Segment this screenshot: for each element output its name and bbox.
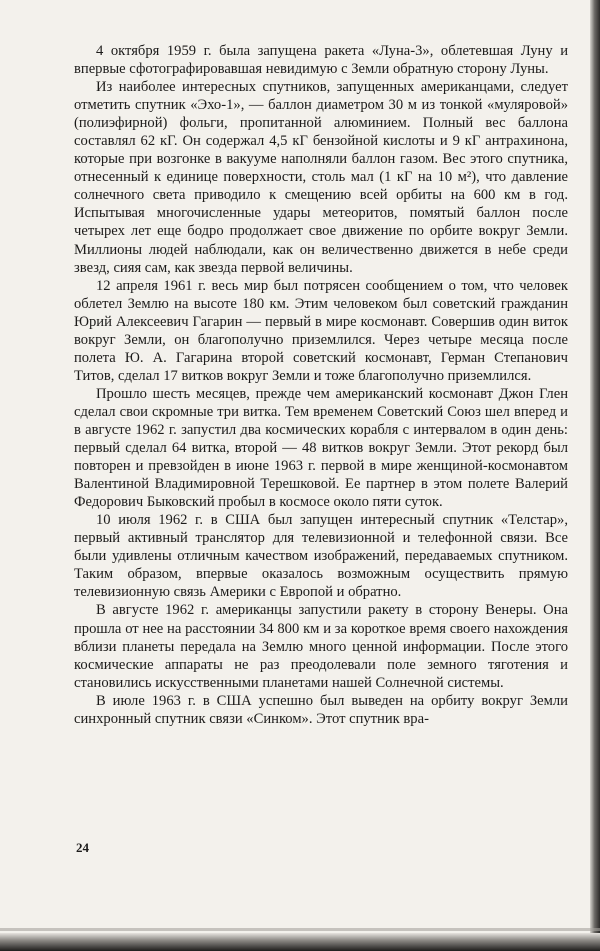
page-number: 24 — [76, 840, 89, 855]
body-text — [74, 42, 568, 728]
scan-edge-right — [590, 0, 600, 951]
paragraph-gagarin: 12 апреля 1961 г. весь мир был потрясен сообщением о том, что человек облетел Землю на высоте 180 км. Этим человеком был советский гражданин Юрий Алексеевич Гагарин — первый в мире космонавт. Совершив один виток вокруг Земли, он благополучно приземлился. Через четыре месяца после полета Ю. А. Гагарина второй советский космонавт, Герман Степанович Титов, сделал 17 витков вокруг Земли и тоже благополучно приземлился. — [74, 277, 568, 384]
paragraph-venus: В августе 1962 г. американцы запустили ракету в сторону Венеры. Она прошла от нее на расстоянии 34 800 км и за короткое время своего нахождения вблизи планеты передала на Землю много ценной информации. После этого космические аппараты не раз преодолевали поле земного тяготения и становились искусственными планетами нашей Солнечной системы. — [74, 602, 568, 691]
paragraph-luna-3: 4 октября 1959 г. была запущена ракета «Луна-3», облетевшая Луну и впервые сфотографировавшая невидимую с Земли обратную сторону Луны. — [74, 43, 568, 78]
paragraph-echo-1: Из наиболее интересных спутников, запущенных американцами, следует отметить спутник «Эхо-1», — баллон диаметром 30 м из тонкой «муляровой» (полиэфирной) фольги, пропитанной алюминием. Полный вес баллона составлял 62 кГ. Он содержал 4,5 кГ бензойной кислоты и 9 кГ антрахинона, которые при возгонке в вакууме наполняли баллон газом. Вес этого спутника, отнесенный к единице поверхности, столь мал (1 кГ на 10 м²), что давление солнечного света приводило к смещению всей орбиты на 600 км в год. Испытывая многочисленные удары метеоритов, помятый баллон после четырех лет еще бодро продолжает свое движение по орбите вокруг Земли. Миллионы людей наблюдали, как он величественно движется в небе среди звезд, сияя сам, как звезда первой величины. — [74, 79, 568, 276]
scan-edge-bottom — [0, 933, 600, 951]
paragraph-telstar: 10 июля 1962 г. в США был запущен интересный спутник «Телстар», первый активный транслятор для телевизионной и телефонной связи. Все были удивлены отличным качеством изображений, передаваемых спутником. Таким образом, впервые оказалось возможным осуществить прямую телевизионную связь Америки с Европой и обратно. — [74, 512, 568, 601]
scan-band-bottom — [0, 928, 600, 931]
paragraph-syncom: В июле 1963 г. в США успешно был выведен на орбиту вокруг Земли синхронный спутник связи «Синком». Этот спутник вра- — [74, 692, 568, 727]
paragraph-glenn-vostok: Прошло шесть месяцев, прежде чем американский космонавт Джон Глен сделал свои скромные три витка. Тем временем Советский Союз шел вперед и в августе 1962 г. запустил два космических корабля с интервалом в один день: первый сделал 64 витка, второй — 48 витков вокруг Земли. Этот рекорд был повторен и превзойден в июне 1963 г. первой в мире женщиной-космонавтом Валентиной Владимировной Терешковой. Ее партнер в этом полете Валерий Федорович Быковский пробыл в космосе около пяти суток. — [74, 385, 568, 511]
